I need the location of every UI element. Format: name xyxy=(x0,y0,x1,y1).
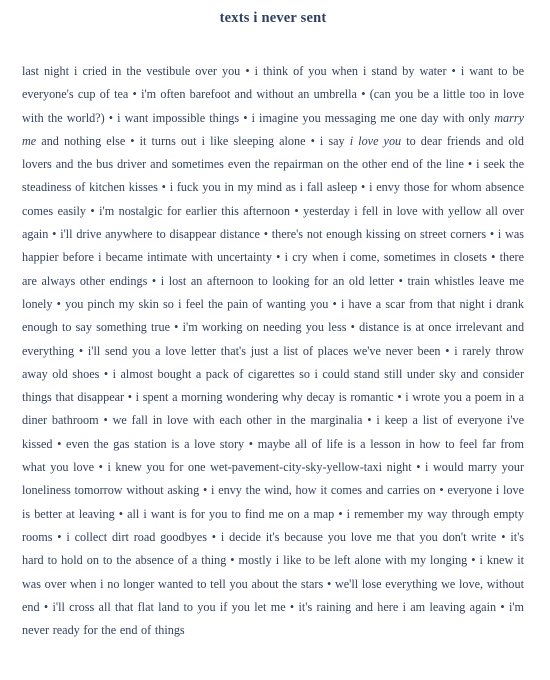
bullet-separator: • xyxy=(446,64,461,78)
bullet-separator: • xyxy=(170,320,183,335)
bullet-separator: • xyxy=(124,390,136,405)
bullet-separator: • xyxy=(259,227,272,242)
poem-fragment-text: there's not enough kissing on street corners xyxy=(271,227,487,242)
poem-fragment xyxy=(99,204,290,218)
bullet-separator: • xyxy=(104,110,118,125)
bullet-separator: • xyxy=(486,250,500,265)
poem-fragment-text: distance is at once irrelevant and everything xyxy=(22,320,525,358)
poem-body xyxy=(22,60,524,642)
poem-fragment xyxy=(65,297,328,311)
poem-fragment xyxy=(127,507,334,521)
poem-fragment-text: i'm nostalgic for earlier this afternoon xyxy=(99,203,290,218)
poem-fragment xyxy=(140,134,306,148)
poem-fragment-emphasis: i love you xyxy=(349,133,402,148)
bullet-separator: • xyxy=(128,87,142,102)
poem-fragment-text: everyone i love is better at leaving xyxy=(22,483,525,521)
poem-fragment-text: i'm often barefoot and without an umbrella xyxy=(141,87,357,102)
bullet-separator: • xyxy=(346,320,360,335)
poem-fragment-text: i say xyxy=(319,133,350,148)
bullet-separator: • xyxy=(39,599,53,614)
bullet-separator: • xyxy=(271,250,285,265)
bullet-separator: • xyxy=(147,273,161,288)
poem-fragment-text: i rarely throw away old shoes xyxy=(22,343,524,381)
poem-fragment-text: i cry when i come, sometimes in closets xyxy=(284,250,487,265)
poem-fragment-text: train whistles leave me lonely xyxy=(22,273,524,311)
bullet-separator: • xyxy=(48,227,61,242)
poem-fragment-text: it's raining and here i am leaving again xyxy=(298,599,497,614)
poem-fragment-text: i collect dirt road goodbyes xyxy=(66,529,207,544)
poem-fragment xyxy=(211,483,436,497)
poem-fragment-text: i envy the wind, how it comes and carries on xyxy=(211,483,436,498)
bullet-separator: • xyxy=(244,436,258,451)
poem-fragment xyxy=(136,390,394,404)
poem-fragment xyxy=(299,600,497,614)
bullet-separator: • xyxy=(206,529,221,544)
poem-fragment xyxy=(117,111,239,125)
poem-fragment-text: (can you be a little too in love with the world?) xyxy=(22,87,525,125)
poem-fragment-emphasis: marry me xyxy=(22,110,525,148)
bullet-separator: • xyxy=(285,599,299,614)
poem-fragment-text: we fall in love with each other in the marginalia xyxy=(112,413,363,428)
bullet-separator: • xyxy=(239,110,252,125)
poem-fragment-text: to dear friends and old lovers and the bus driver and sometimes even the repairman on the other end of the line xyxy=(22,133,524,172)
bullet-separator: • xyxy=(323,576,335,591)
bullet-separator: • xyxy=(289,203,304,218)
poem-fragment-text: i seek the steadiness of kitchen kisses xyxy=(22,157,524,195)
bullet-separator: • xyxy=(393,390,406,405)
bullet-separator: • xyxy=(362,413,377,428)
bullet-separator: • xyxy=(496,599,509,614)
bullet-separator: • xyxy=(94,460,108,475)
bullet-separator: • xyxy=(394,273,408,288)
bullet-separator: • xyxy=(463,157,477,172)
poem-fragment xyxy=(170,180,358,194)
poem-fragment-text: i'm never ready for the end of things xyxy=(22,599,525,638)
bullet-separator: • xyxy=(74,343,88,358)
poem-fragment xyxy=(161,274,394,288)
poem-fragment-text: i keep a list of everyone i've kissed xyxy=(22,413,525,451)
bullet-separator: • xyxy=(328,296,341,311)
poem-fragment xyxy=(255,64,447,78)
bullet-separator: • xyxy=(496,529,511,544)
bullet-separator: • xyxy=(486,227,498,242)
bullet-separator: • xyxy=(125,133,140,148)
poem-fragment xyxy=(272,227,486,241)
bullet-separator: • xyxy=(440,343,455,358)
poem-fragment-text: i knew it was over when i no longer wanted to tell you about the stars xyxy=(22,553,524,591)
poem-fragment-text: we'll lose everything we love, without end xyxy=(22,576,525,614)
poem-fragment-text: yesterday i fell in love with yellow all over again xyxy=(22,203,524,242)
bullet-separator: • xyxy=(356,87,370,102)
poem-fragment xyxy=(66,530,207,544)
bullet-separator: • xyxy=(114,506,128,521)
poem-fragment xyxy=(113,413,363,427)
bullet-separator: • xyxy=(52,529,67,544)
poem-fragment xyxy=(22,64,240,78)
poem-fragment-text: i imagine you messaging me one day with only xyxy=(251,110,495,125)
poem-fragment-text: i'll drive anywhere to disappear distance xyxy=(60,227,260,242)
poem-fragment-text: maybe all of life is a lesson in how to feel far from what you love xyxy=(22,436,525,475)
poem-fragment-text: i envy those for whom absence comes easily xyxy=(22,180,524,218)
poem-fragment xyxy=(88,344,441,358)
poem-fragment xyxy=(53,600,286,614)
bullet-separator: • xyxy=(435,483,448,498)
poem-fragment-text: i would marry your loneliness tomorrow without asking xyxy=(22,460,525,498)
poem-fragment xyxy=(221,530,496,544)
bullet-separator: • xyxy=(86,203,100,218)
poem-fragment-text: last night i cried in the vestibule over you xyxy=(22,64,241,78)
poem-fragment-text: i fuck you in my mind as i fall asleep xyxy=(169,180,358,195)
bullet-separator: • xyxy=(334,506,347,521)
poem-fragment-text: i knew you for one wet-pavement-city-sky-yellow-taxi night xyxy=(107,460,412,475)
bullet-separator: • xyxy=(357,180,370,195)
poem-fragment-text: i have a scar from that night i drank enough to say something true xyxy=(22,296,524,335)
poem-fragment-text: it's hard to hold on to the absence of a thing xyxy=(22,529,525,568)
bullet-separator: • xyxy=(199,483,212,498)
poem-fragment-text: all i want is for you to find me on a map xyxy=(127,506,335,521)
poem-fragment xyxy=(60,227,260,241)
poem-fragment xyxy=(107,460,411,474)
poem-fragment-text: you pinch my skin so i feel the pain of wanting you xyxy=(65,296,329,311)
bullet-separator: • xyxy=(305,133,320,148)
bullet-separator: • xyxy=(99,366,113,381)
poem-fragment-text: it turns out i like sleeping alone xyxy=(139,133,306,148)
bullet-separator: • xyxy=(98,413,113,428)
poem-fragment-text: i want to be everyone's cup of tea xyxy=(22,64,525,102)
poem-fragment-text: i decide it's because you love me that you don't write xyxy=(220,529,497,544)
poem-fragment-text: i was happier before i became intimate with uncertainty xyxy=(22,227,525,265)
bullet-separator: • xyxy=(467,553,480,568)
poem-fragment xyxy=(66,437,244,451)
poem-fragment-text: i wrote you a poem in a diner bathroom xyxy=(22,390,524,428)
poem-fragment-text: there are always other endings xyxy=(22,250,525,288)
poem-fragment-text: i spent a morning wondering why decay is romantic xyxy=(135,390,394,405)
bullet-separator: • xyxy=(411,460,426,475)
poem-fragment-text: i'll cross all that flat land to you if you let me xyxy=(52,599,286,614)
page-title: texts i never sent xyxy=(219,10,327,26)
poem-fragment-text: i'm working on needing you less xyxy=(182,320,347,335)
bullet-separator: • xyxy=(240,64,255,78)
poem-fragment-text: and nothing else xyxy=(36,133,126,148)
bullet-separator: • xyxy=(52,436,67,451)
poem-fragment-text: i lost an afternoon to looking for an old letter xyxy=(160,273,395,288)
poem-fragment-text: even the gas station is a love story xyxy=(66,436,245,451)
poem-fragment xyxy=(183,320,347,334)
poem-fragment xyxy=(285,250,487,264)
poem-fragment-text: mostly i like to be left alone with my longing xyxy=(238,553,468,568)
poem-fragment-text: i remember my way through empty rooms xyxy=(22,506,525,544)
poem-fragment-text: i want impossible things xyxy=(117,110,240,125)
poem-fragment xyxy=(239,553,468,567)
poem-fragment-text: i'll send you a love letter that's just a list of places we've never been xyxy=(87,343,441,358)
bullet-separator: • xyxy=(226,553,239,568)
bullet-separator: • xyxy=(52,296,66,311)
poem-fragment xyxy=(141,87,357,101)
poem-fragment-text: i think of you when i stand by water xyxy=(254,64,447,78)
poem-fragment-text: i almost bought a pack of cigarettes so i could stand still under sky and consider things that disappear xyxy=(22,366,524,405)
bullet-separator: • xyxy=(157,180,170,195)
